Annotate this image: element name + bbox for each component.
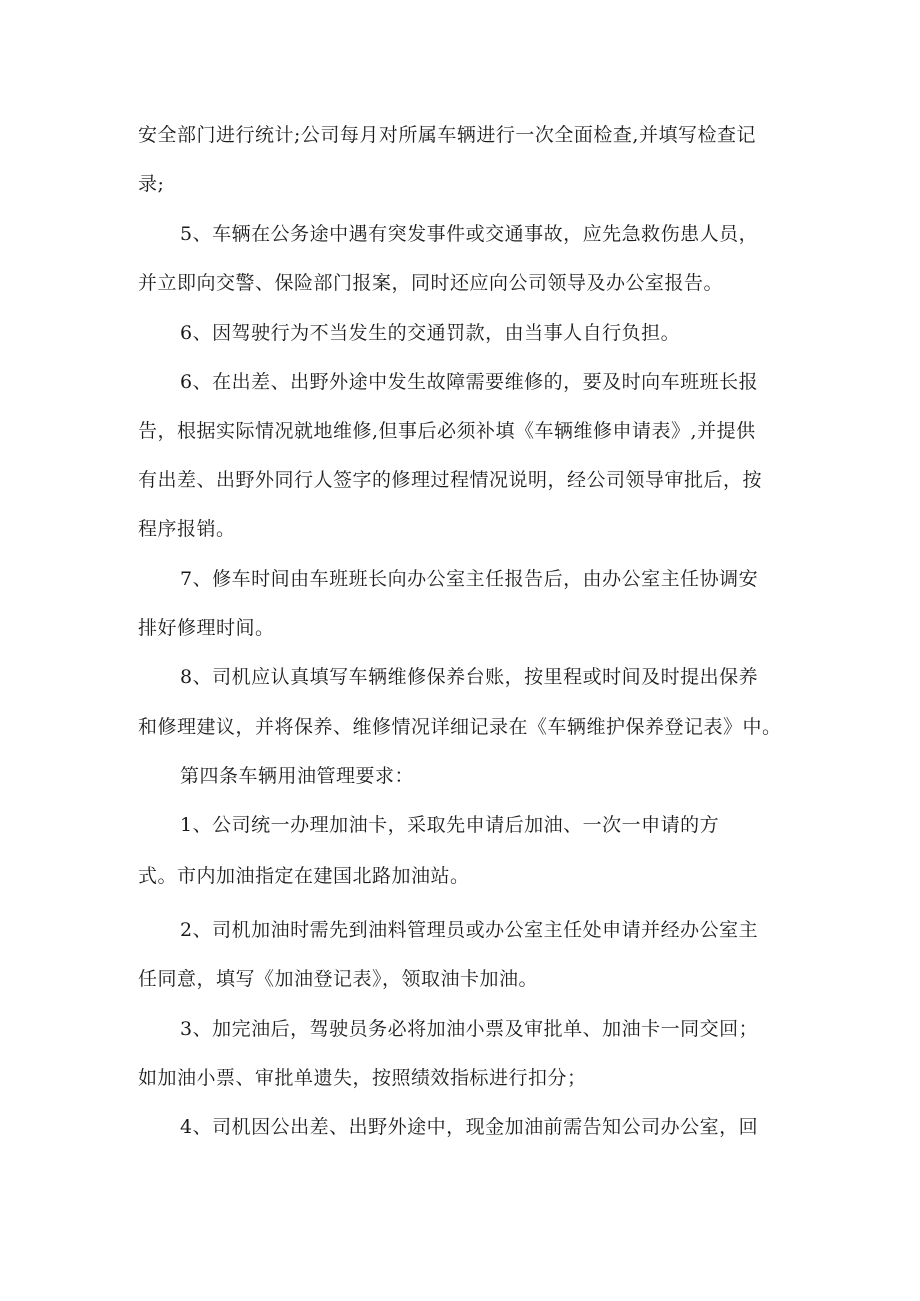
text-line: 6、因驾驶行为不当发生的交通罚款，由当事人自行负担。 (180, 322, 681, 344)
text-line: 4、司机因公出差、出野外途中，现金加油前需告知公司办公室，回 (180, 1116, 759, 1138)
text-line: 任同意，填写《加油登记表》，领取油卡加油。 (138, 968, 539, 990)
text-line: 和修理建议，并将保养、维修情况详细记录在《车辆维护保养登记表》中。 (138, 716, 782, 738)
text-line: 录; (138, 173, 165, 195)
section-heading: 第四条车辆用油管理要求： (180, 765, 415, 787)
text-line: 3、加完油后，驾驶员务必将加油小票及审批单、加油卡一同交回； (180, 1018, 759, 1040)
text-line: 并立即向交警、保险部门报案，同时还应向公司领导及办公室报告。 (138, 272, 724, 294)
text-line: 程序报销。 (138, 518, 236, 540)
text-line: 2、司机加油时需先到油料管理员或办公室主任处申请并经办公室主 (180, 919, 759, 941)
text-line: 如加油小票、审批单遗失，按照绩效指标进行扣分； (138, 1067, 587, 1089)
text-line: 6、在出差、出野外途中发生故障需要维修的，要及时向车班班长报 (180, 371, 759, 393)
text-line: 7、修车时间由车班班长向办公室主任报告后，由办公室主任协调安 (180, 568, 759, 590)
text-line: 安全部门进行统计;公司每月对所属车辆进行一次全面检查,并填写检查记 (138, 124, 756, 146)
text-line: 式。市内加油指定在建国北路加油站。 (138, 865, 470, 887)
text-line: 有出差、出野外同行人签字的修理过程情况说明，经公司领导审批后，按 (138, 469, 763, 491)
text-line: 1、公司统一办理加油卡，采取先申请后加油、一次一申请的方 (180, 814, 720, 836)
text-line: 8、司机应认真填写车辆维修保养台账，按里程或时间及时提出保养 (180, 666, 759, 688)
text-line: 告，根据实际情况就地维修,但事后必须补填《车辆维修申请表》,并提供 (138, 420, 756, 442)
text-line: 5、车辆在公务途中遇有突发事件或交通事故，应先急救伤患人员， (180, 223, 759, 245)
text-line: 排好修理时间。 (138, 617, 275, 639)
